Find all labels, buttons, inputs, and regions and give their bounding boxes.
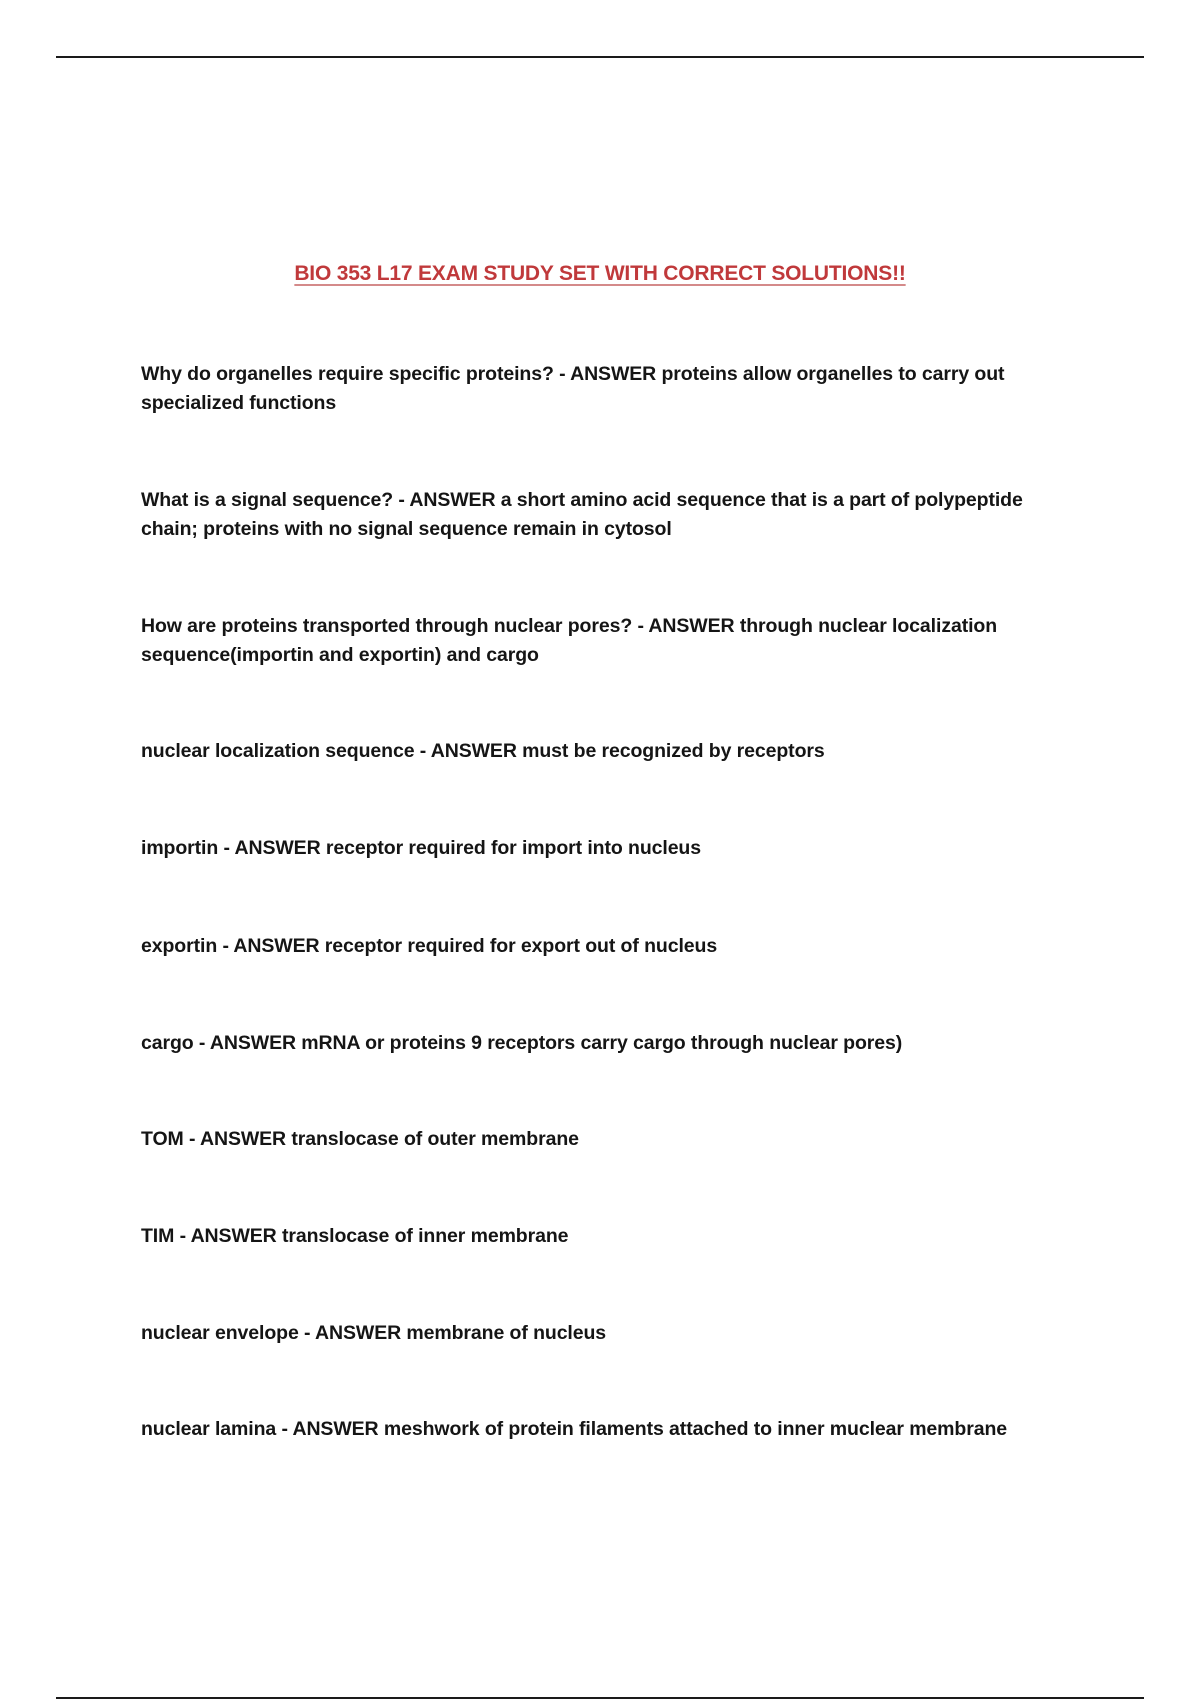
qa-entry: nuclear envelope - ANSWER membrane of nucleus	[141, 1322, 607, 1344]
qa-entry: nuclear localization sequence - ANSWER must be recognized by receptors	[141, 740, 825, 762]
qa-entry: How are proteins transported through nuclear pores? - ANSWER through nuclear localization sequence(importin and exportin) and cargo	[141, 615, 998, 666]
bottom-rule	[56, 1697, 1144, 1699]
qa-entry: nuclear lamina - ANSWER meshwork of protein filaments attached to inner muclear membrane	[141, 1418, 1008, 1440]
qa-entry: TOM - ANSWER translocase of outer membrane	[141, 1128, 579, 1150]
document-title: BIO 353 L17 EXAM STUDY SET WITH CORRECT SOLUTIONS!!	[294, 262, 906, 285]
qa-entry: TIM - ANSWER translocase of inner membrane	[141, 1225, 569, 1247]
qa-entry: Why do organelles require specific proteins? - ANSWER proteins allow organelles to carry out specialized functions	[141, 363, 1005, 414]
qa-entry: importin - ANSWER receptor required for import into nucleus	[141, 837, 701, 859]
qa-entry: cargo - ANSWER mRNA or proteins 9 receptors carry cargo through nuclear pores)	[141, 1032, 903, 1054]
qa-entry: exportin - ANSWER receptor required for export out of nucleus	[141, 935, 718, 957]
qa-entry: What is a signal sequence? - ANSWER a short amino acid sequence that is a part of polypeptide chain; proteins with no signal sequence remain in cytosol	[141, 489, 1023, 540]
top-rule	[56, 56, 1144, 58]
